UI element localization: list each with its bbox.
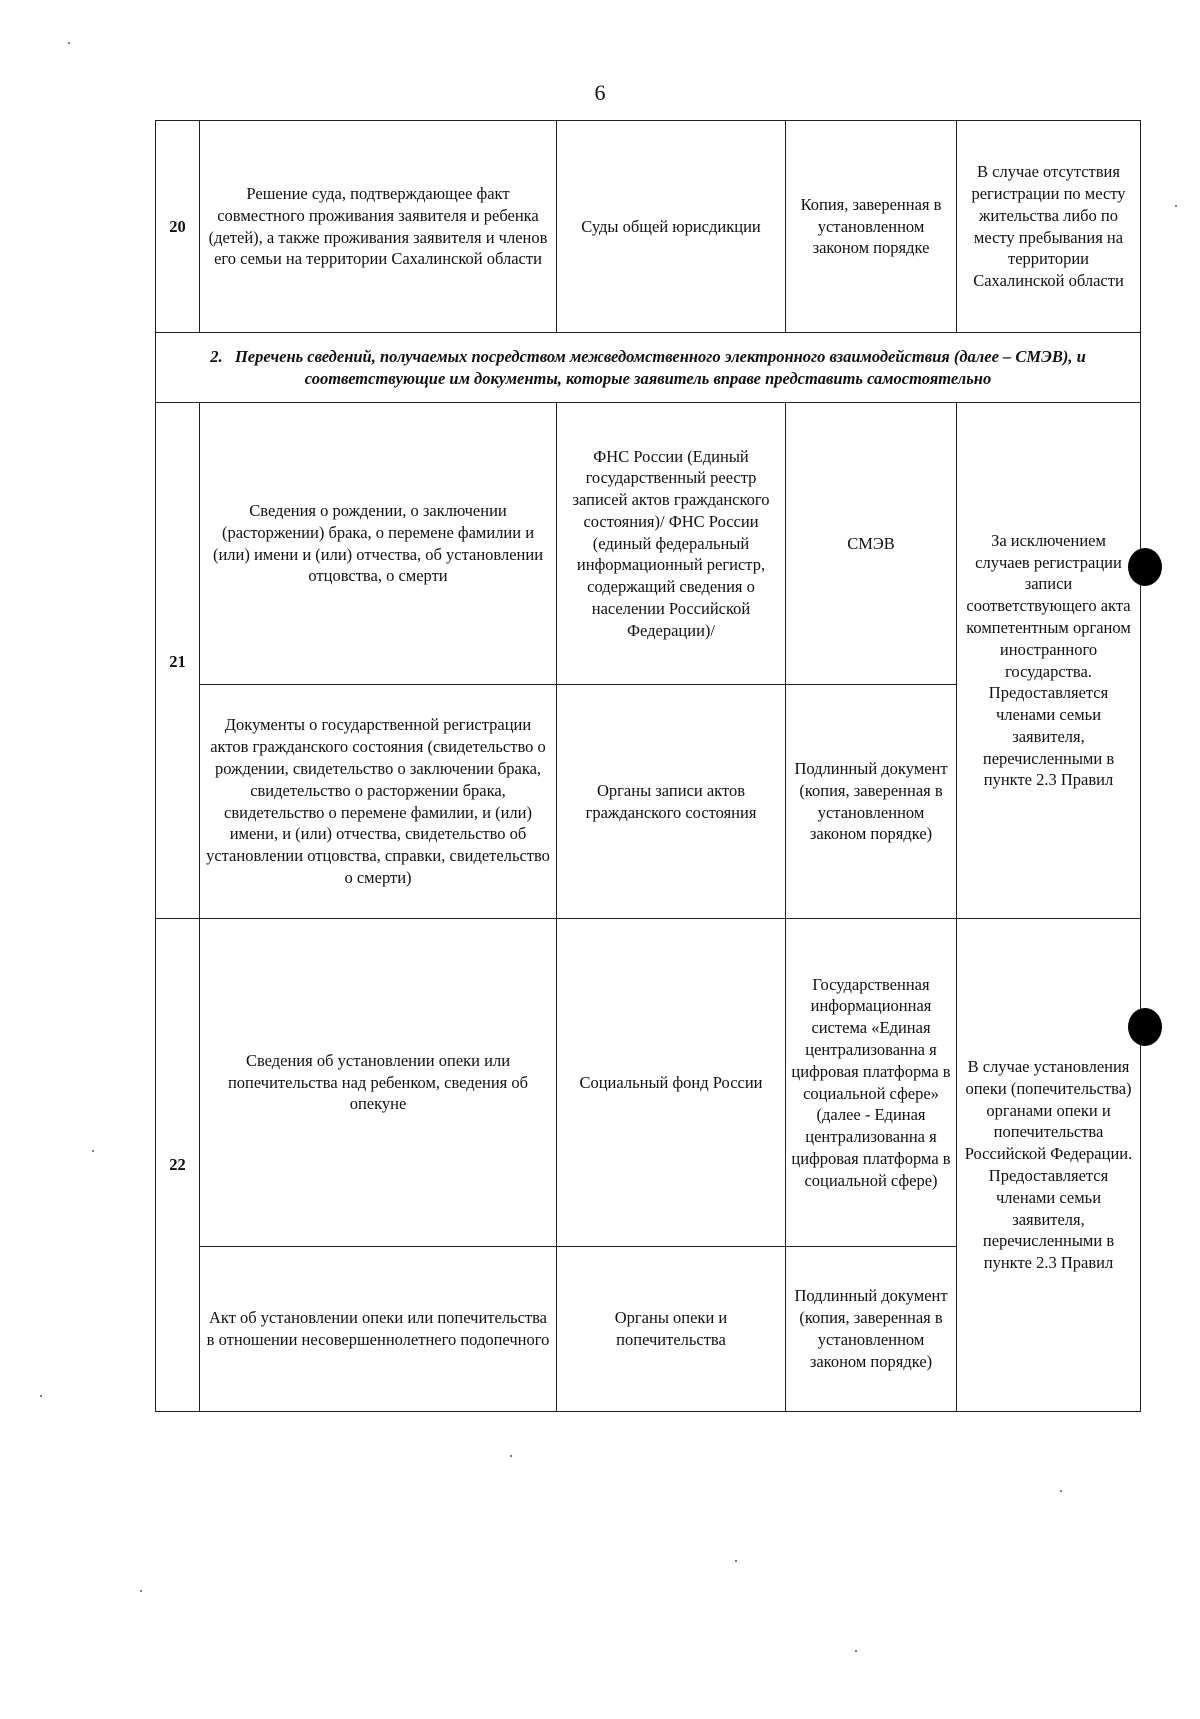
binder-hole-mark (1128, 548, 1162, 586)
document-name-cell: Акт об установлении опеки или попечительства в отношении несовершеннолетнего подопечного (200, 1247, 557, 1412)
form-cell: Государственная информационная система «Единая централизованна я цифровая платформа в социальной сфере» (далее - Единая централизованна я цифровая платформа в социальной сфере) (786, 919, 957, 1247)
form-cell: Копия, заверенная в установленном законом порядке (786, 121, 957, 333)
row-number: 21 (156, 403, 200, 919)
source-cell: Социальный фонд России (557, 919, 786, 1247)
scan-speck (510, 1455, 512, 1457)
scan-speck (92, 1150, 94, 1152)
form-cell: Подлинный документ (копия, заверенная в установленном законом порядке) (786, 685, 957, 919)
scan-speck (40, 1395, 42, 1397)
section-number: 2. (210, 346, 223, 366)
table-row-20 (156, 121, 1141, 333)
source-cell: Органы записи актов гражданского состояния (557, 685, 786, 919)
section-header-row (156, 333, 1141, 403)
document-name-cell: Решение суда, подтверждающее факт совместного проживания заявителя и ребенка (детей), а также проживания заявителя и членов его семьи на территории Сахалинской области (200, 121, 557, 333)
table-row-21a (156, 403, 1141, 685)
scan-speck (855, 1650, 857, 1652)
scan-speck (735, 1560, 737, 1562)
note-cell: За исключением случаев регистрации записи соответствующего акта компетентным органом иностранного государства. Предоставляется членами семьи заявителя, перечисленными в пункте 2.3 Правил (957, 403, 1141, 919)
page-number: 6 (594, 80, 606, 105)
source-cell: Суды общей юрисдикции (557, 121, 786, 333)
note-cell: В случае отсутствия регистрации по месту жительства либо по месту пребывания на территории Сахалинской области (957, 121, 1141, 333)
document-name-cell: Сведения об установлении опеки или попечительства над ребенком, сведения об опекуне (200, 919, 557, 1247)
row-number: 20 (156, 121, 200, 333)
section-heading (156, 333, 1141, 403)
scan-speck (68, 42, 70, 44)
scan-speck (1060, 1490, 1062, 1492)
documents-table (155, 120, 1141, 1412)
source-cell: ФНС России (Единый государственный реестр записей актов гражданского состояния)/ ФНС России (единый федеральный информационный регистр, содержащий сведения о населении Российской Федерации)/ (557, 403, 786, 685)
section-title: Перечень сведений, получаемых посредством межведомственного электронного взаимодействия (далее – СМЭВ), и соответствующие им документы, которые заявитель вправе представить самостоятельно (234, 346, 1086, 388)
row-number: 22 (156, 919, 200, 1412)
scan-speck (1175, 205, 1177, 207)
source-cell: Органы опеки и попечительства (557, 1247, 786, 1412)
document-name-cell: Сведения о рождении, о заключении (расторжении) брака, о перемене фамилии и (или) имени и (или) отчества, об установлении отцовства, о смерти (200, 403, 557, 685)
note-cell: В случае установления опеки (попечительства) органами опеки и попечительства Российской Федерации. Предоставляется членами семьи заявителя, перечисленными в пункте 2.3 Правил (957, 919, 1141, 1412)
binder-hole-mark (1128, 1008, 1162, 1046)
scan-speck (140, 1590, 142, 1592)
form-cell: Подлинный документ (копия, заверенная в установленном законом порядке) (786, 1247, 957, 1412)
form-cell: СМЭВ (786, 403, 957, 685)
table-row-22a (156, 919, 1141, 1247)
document-name-cell: Документы о государственной регистрации актов гражданского состояния (свидетельство о рождении, свидетельство о заключении брака, свидетельство о расторжении брака, свидетельство о перемене фамилии, и (или) имени, и (или) отчества, свидетельство об установлении отцовства, справки, свидетельство о смерти) (200, 685, 557, 919)
